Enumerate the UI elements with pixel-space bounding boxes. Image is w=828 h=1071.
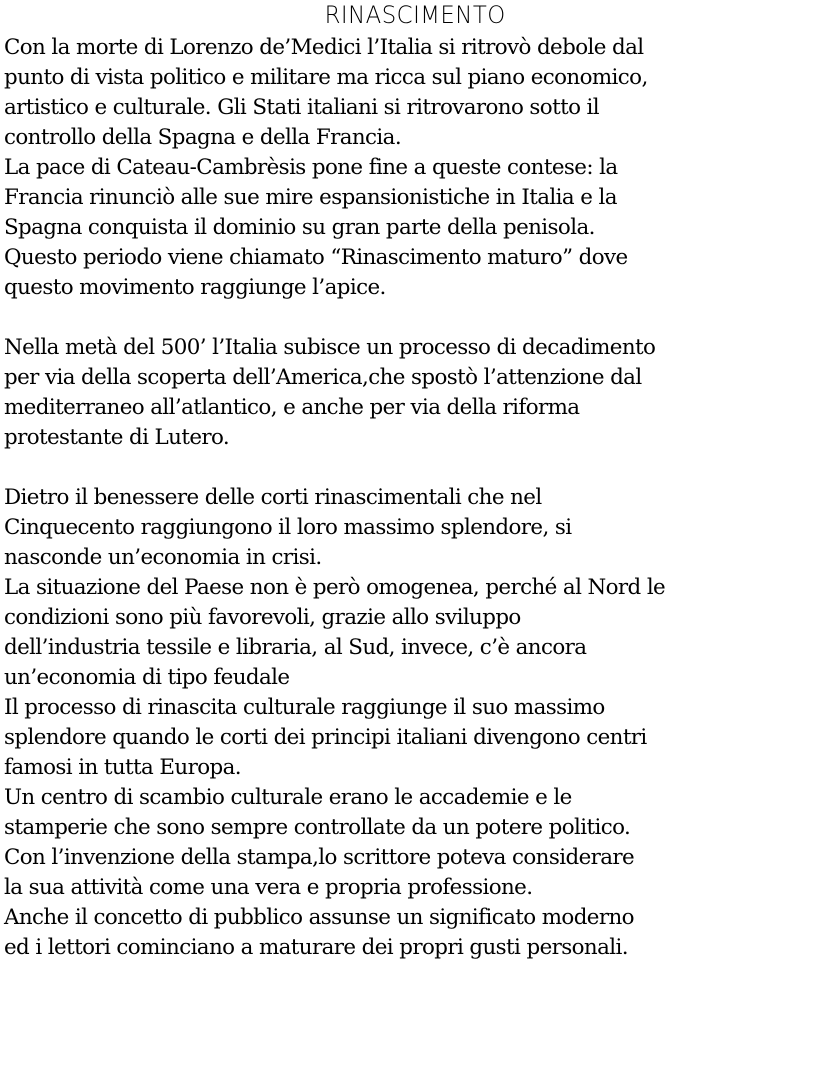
text-line: famosi in tutta Europa. [4, 755, 241, 780]
text-line: Nella metà del 500’ l’Italia subisce un processo di decadimento [4, 335, 656, 360]
text-line: Con la morte di Lorenzo de’Medici l’Italia si ritrovò debole dal [4, 35, 644, 60]
text-line: nasconde un’economia in crisi. [4, 545, 322, 570]
text-line: controllo della Spagna e della Francia. [4, 125, 402, 150]
text-line: mediterraneo all’atlantico, e anche per via della riforma [4, 395, 580, 420]
text-line: artistico e culturale. Gli Stati italiani si ritrovarono sotto il [4, 95, 600, 120]
text-line: splendore quando le corti dei principi italiani divengono centri [4, 725, 647, 750]
text-line: punto di vista politico e militare ma ricca sul piano economico, [4, 65, 648, 90]
text-line: La situazione del Paese non è però omogenea, perché al Nord le [4, 575, 666, 600]
text-line: Un centro di scambio culturale erano le accademie e le [4, 785, 572, 810]
document-body [4, 33, 826, 963]
text-line: Con l’invenzione della stampa,lo scrittore poteva considerare [4, 845, 635, 870]
text-line: un’economia di tipo feudale [4, 665, 290, 690]
document-title: RINASCIMENTO [324, 1, 506, 29]
text-line: Anche il concetto di pubblico assunse un significato moderno [4, 905, 634, 930]
text-line: condizioni sono più favorevoli, grazie allo sviluppo [4, 605, 521, 630]
text-line: Spagna conquista il dominio su gran parte della penisola. [4, 215, 595, 240]
text-line: questo movimento raggiunge l’apice. [4, 275, 386, 300]
paragraph-spacer [4, 453, 826, 483]
paragraph-spacer [4, 303, 826, 333]
text-line: Dietro il benessere delle corti rinascimentali che nel [4, 485, 542, 510]
text-line: per via della scoperta dell’America,che spostò l’attenzione dal [4, 365, 642, 390]
text-line: la sua attività come una vera e propria professione. [4, 875, 533, 900]
text-line: Questo periodo viene chiamato “Rinascimento maturo” dove [4, 245, 628, 270]
text-line: dell’industria tessile e libraria, al Sud, invece, c’è ancora [4, 635, 587, 660]
text-line: ed i lettori cominciano a maturare dei propri gusti personali. [4, 935, 628, 960]
text-line: Cinquecento raggiungono il loro massimo splendore, si [4, 515, 572, 540]
text-line: Francia rinunciò alle sue mire espansionistiche in Italia e la [4, 185, 617, 210]
text-line: stamperie che sono sempre controllate da un potere politico. [4, 815, 631, 840]
text-line: protestante di Lutero. [4, 425, 230, 450]
text-line: La pace di Cateau-Cambrèsis pone fine a queste contese: la [4, 155, 618, 180]
text-line: Il processo di rinascita culturale raggiunge il suo massimo [4, 695, 605, 720]
